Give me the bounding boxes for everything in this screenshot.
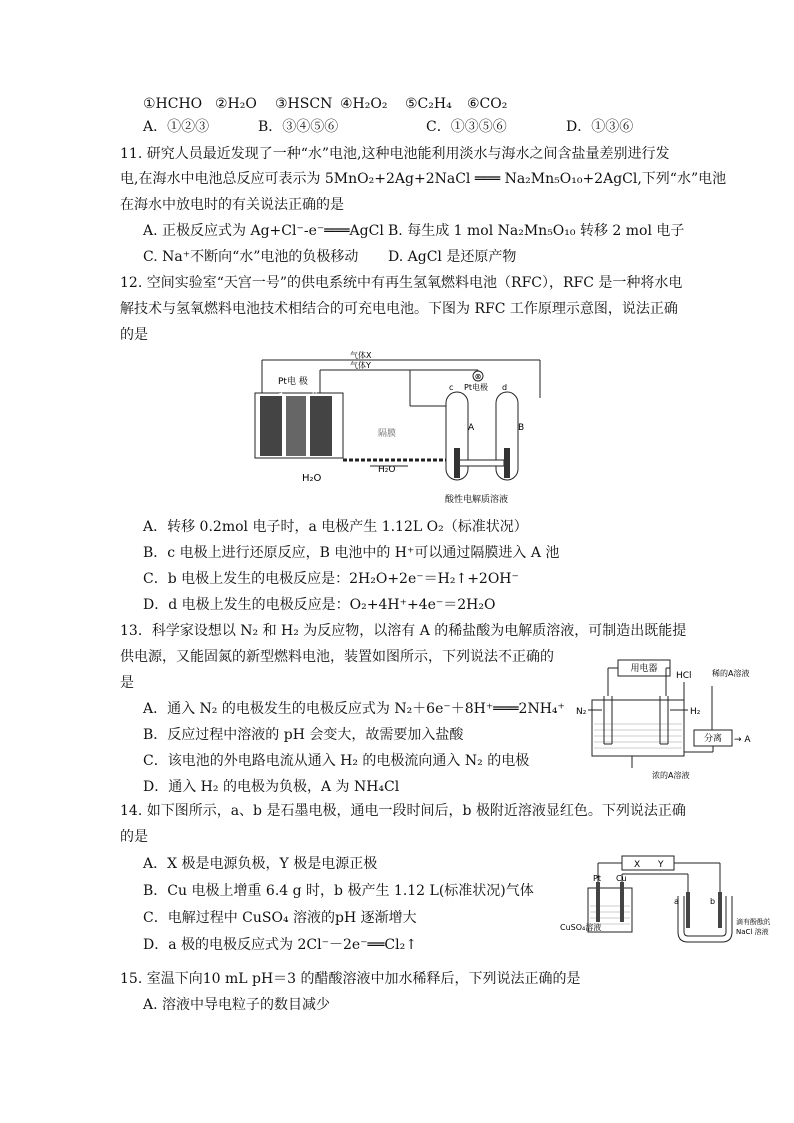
cell-container [592,700,684,756]
q10-option-b: B．③④⑤⑥ [258,119,339,135]
gas-y-label: 气体Y [350,361,371,370]
q14-option-c: C．电解过程中 CuSO₄ 溶液的pH 逐渐增大 [143,910,417,926]
electrode-b-label: b [312,389,318,398]
phenolphthalein-label: 滴有酚酞的 [736,918,770,926]
pt-electrode-right-label: Pt电极 [464,383,488,392]
q14-option-a: A．X 极是电源负极，Y 极是电源正极 [143,856,378,872]
q13-option-b: B．反应过程中溶液的 pH 会变大，故需要加入盐酸 [143,727,464,743]
q15-stem-line-1: 15. 室温下向10 mL pH＝3 的醋酸溶液中加水稀释后，下列说法正确的是 [120,971,581,987]
q14-stem-line-1: 14. 如下图所示，a、b 是石墨电极，通电一段时间后，b 极附近溶液显红色。下列说法正确 [120,803,686,819]
q10-item-5: ⑤C₂H₄ [405,96,452,112]
q10-option-d: D．①③⑥ [566,119,634,135]
q15-option-a: A. 溶液中导电粒子的数目减少 [143,997,331,1013]
cu-label: Cu [616,874,627,883]
water-left-label: H₂O [302,473,322,484]
q14-option-b: B．Cu 电极上增重 6.4 g 时，b 极产生 1.12 L(标准状况)气体 [143,883,534,899]
tube-connector [458,460,504,466]
terminal-x-label: X [634,860,641,870]
electrolyser-plate-3 [310,396,332,456]
q10-item-1: ①HCHO [143,96,203,112]
h2-label: H₂ [690,707,701,717]
q11-stem-line-2: 电,在海水中电池总反应可表示为 5MnO₂+2Ag+2NaCl ═══ Na₂Mn₅O₁₀+2AgCl,下列“水”电池 [120,171,727,187]
pt-label: Pt [593,874,601,883]
q13-option-d: D．通入 H₂ 的电极为负极，A 为 NH₄Cl [143,779,400,795]
q10-item-3: ③HSCN [275,96,333,112]
power-source [622,856,674,870]
product-a-label: → A [734,735,751,745]
q12-stem-line-2: 解技术与氢氧燃料电池技术相结合的可充电电池。下图为 RFC 工作原理示意图，说法正确 [120,301,678,317]
q10-item-6: ⑥CO₂ [467,96,508,112]
electrolyser-plate-1 [260,396,282,456]
appliance-label: 用电器 [630,664,658,674]
q10-item-4: ④H₂O₂ [340,96,388,112]
gas-x-label: 气体X [350,351,372,360]
q11-option-c: C. Na⁺不断向“水”电池的负极移动 [143,249,359,265]
cell-b-label: B [518,423,525,433]
q12-option-a: A．转移 0.2mol 电子时，a 电极产生 1.12L O₂（标准状况） [143,519,528,535]
rfc-diagram [250,348,550,508]
q11-stem-line-3: 在海水中放电时的有关说法正确的是 [120,197,344,213]
electrode-c-rod [454,448,460,478]
q12-stem-line-1: 12. 空间实验室“天宫一号”的供电系统中有再生氢氧燃料电池（RFC），RFC 是一种将水电 [120,275,683,291]
q10-item-2: ②H₂O [215,96,257,112]
q12-option-c: C．b 电极上发生的电极反应是：2H₂O+2e⁻＝H₂↑+2OH⁻ [143,571,519,587]
pt-electrode-left-label: Pt电 极 [278,377,308,387]
electrolyser-plate-2 [286,396,306,456]
hcl-label: HCl [676,671,692,681]
electrolysis-diagram [560,852,770,944]
dilute-solution-label: 稀的A溶液 [712,669,750,678]
nitrogen-fuel-cell-diagram [572,656,777,786]
membrane-label: 隔膜 [378,429,397,439]
q10-option-a: A．①②③ [143,119,210,135]
q11-option-a: A. 正极反应式为 Ag+Cl⁻-e⁻═══AgCl [143,223,384,239]
cuso4-label: CuSO₄溶液 [560,923,602,932]
q12-stem-line-3: 的是 [120,327,148,343]
q11-stem-line-1: 11. 研究人员最近发现了一种“水”电池,这种电池能利用淡水与海水之间含盐量差别进行发 [120,146,670,162]
cell-a-label: A [468,423,475,433]
q13-stem-line-3: 是 [120,675,134,691]
lamp-symbol: ⊗ [474,372,482,381]
electrode-d-label: d [502,383,508,392]
q12-option-b: B．c 电极上进行还原反应，B 电池中的 H⁺可以通过隔膜进入 A 池 [143,545,560,561]
graphite-electrode-a [686,892,690,928]
electrode-a-label: a [278,389,283,398]
separator-label: 分离 [703,734,723,744]
acid-solution-label: 酸性电解质溶液 [445,495,509,505]
graphite-electrode-b [718,892,722,928]
terminal-y-label: Y [658,860,664,870]
q14-stem-line-2: 的是 [120,829,148,845]
electrode-b-label: b [710,897,716,906]
q14-option-d: D．a 极的电极反应式为 2Cl⁻－2e⁻══Cl₂↑ [143,937,417,953]
electrode-d-rod [504,448,510,478]
q12-option-d: D．d 电极上发生的电极反应是：O₂+4H⁺+4e⁻＝2H₂O [143,597,496,613]
concentrated-solution-label: 浓的A溶液 [652,771,690,780]
q13-stem-line-2: 供电源，又能固氮的新型燃料电池，装置如图所示，下列说法不正确的 [120,649,554,665]
q13-stem-line-1: 13．科学家设想以 N₂ 和 H₂ 为反应物，以溶有 A 的稀盐酸为电解质溶液，可制造出既能提 [120,623,687,639]
water-pipe-label: H₂O [378,465,396,475]
nacl-solution-label: NaCl 溶液 [736,928,769,936]
q13-option-c: C．该电池的外电路电流从通入 H₂ 的电极流向通入 N₂ 的电极 [143,753,530,769]
pt-electrode [596,882,600,922]
q13-option-a: A．通入 N₂ 的电极发生的电极反应式为 N₂＋6e⁻＋8H⁺═══2NH₄⁺ [143,701,565,717]
electrode-a-label: a [674,897,679,906]
electrode-c-label: c [449,383,454,392]
cu-electrode [620,882,624,922]
q10-option-c: C．①③⑤⑥ [426,119,507,135]
q11-option-b: B. 每生成 1 mol Na₂Mn₅O₁₀ 转移 2 mol 电子 [388,223,685,239]
n2-label: N₂ [576,707,587,717]
q11-option-d: D. AgCl 是还原产物 [388,249,517,265]
